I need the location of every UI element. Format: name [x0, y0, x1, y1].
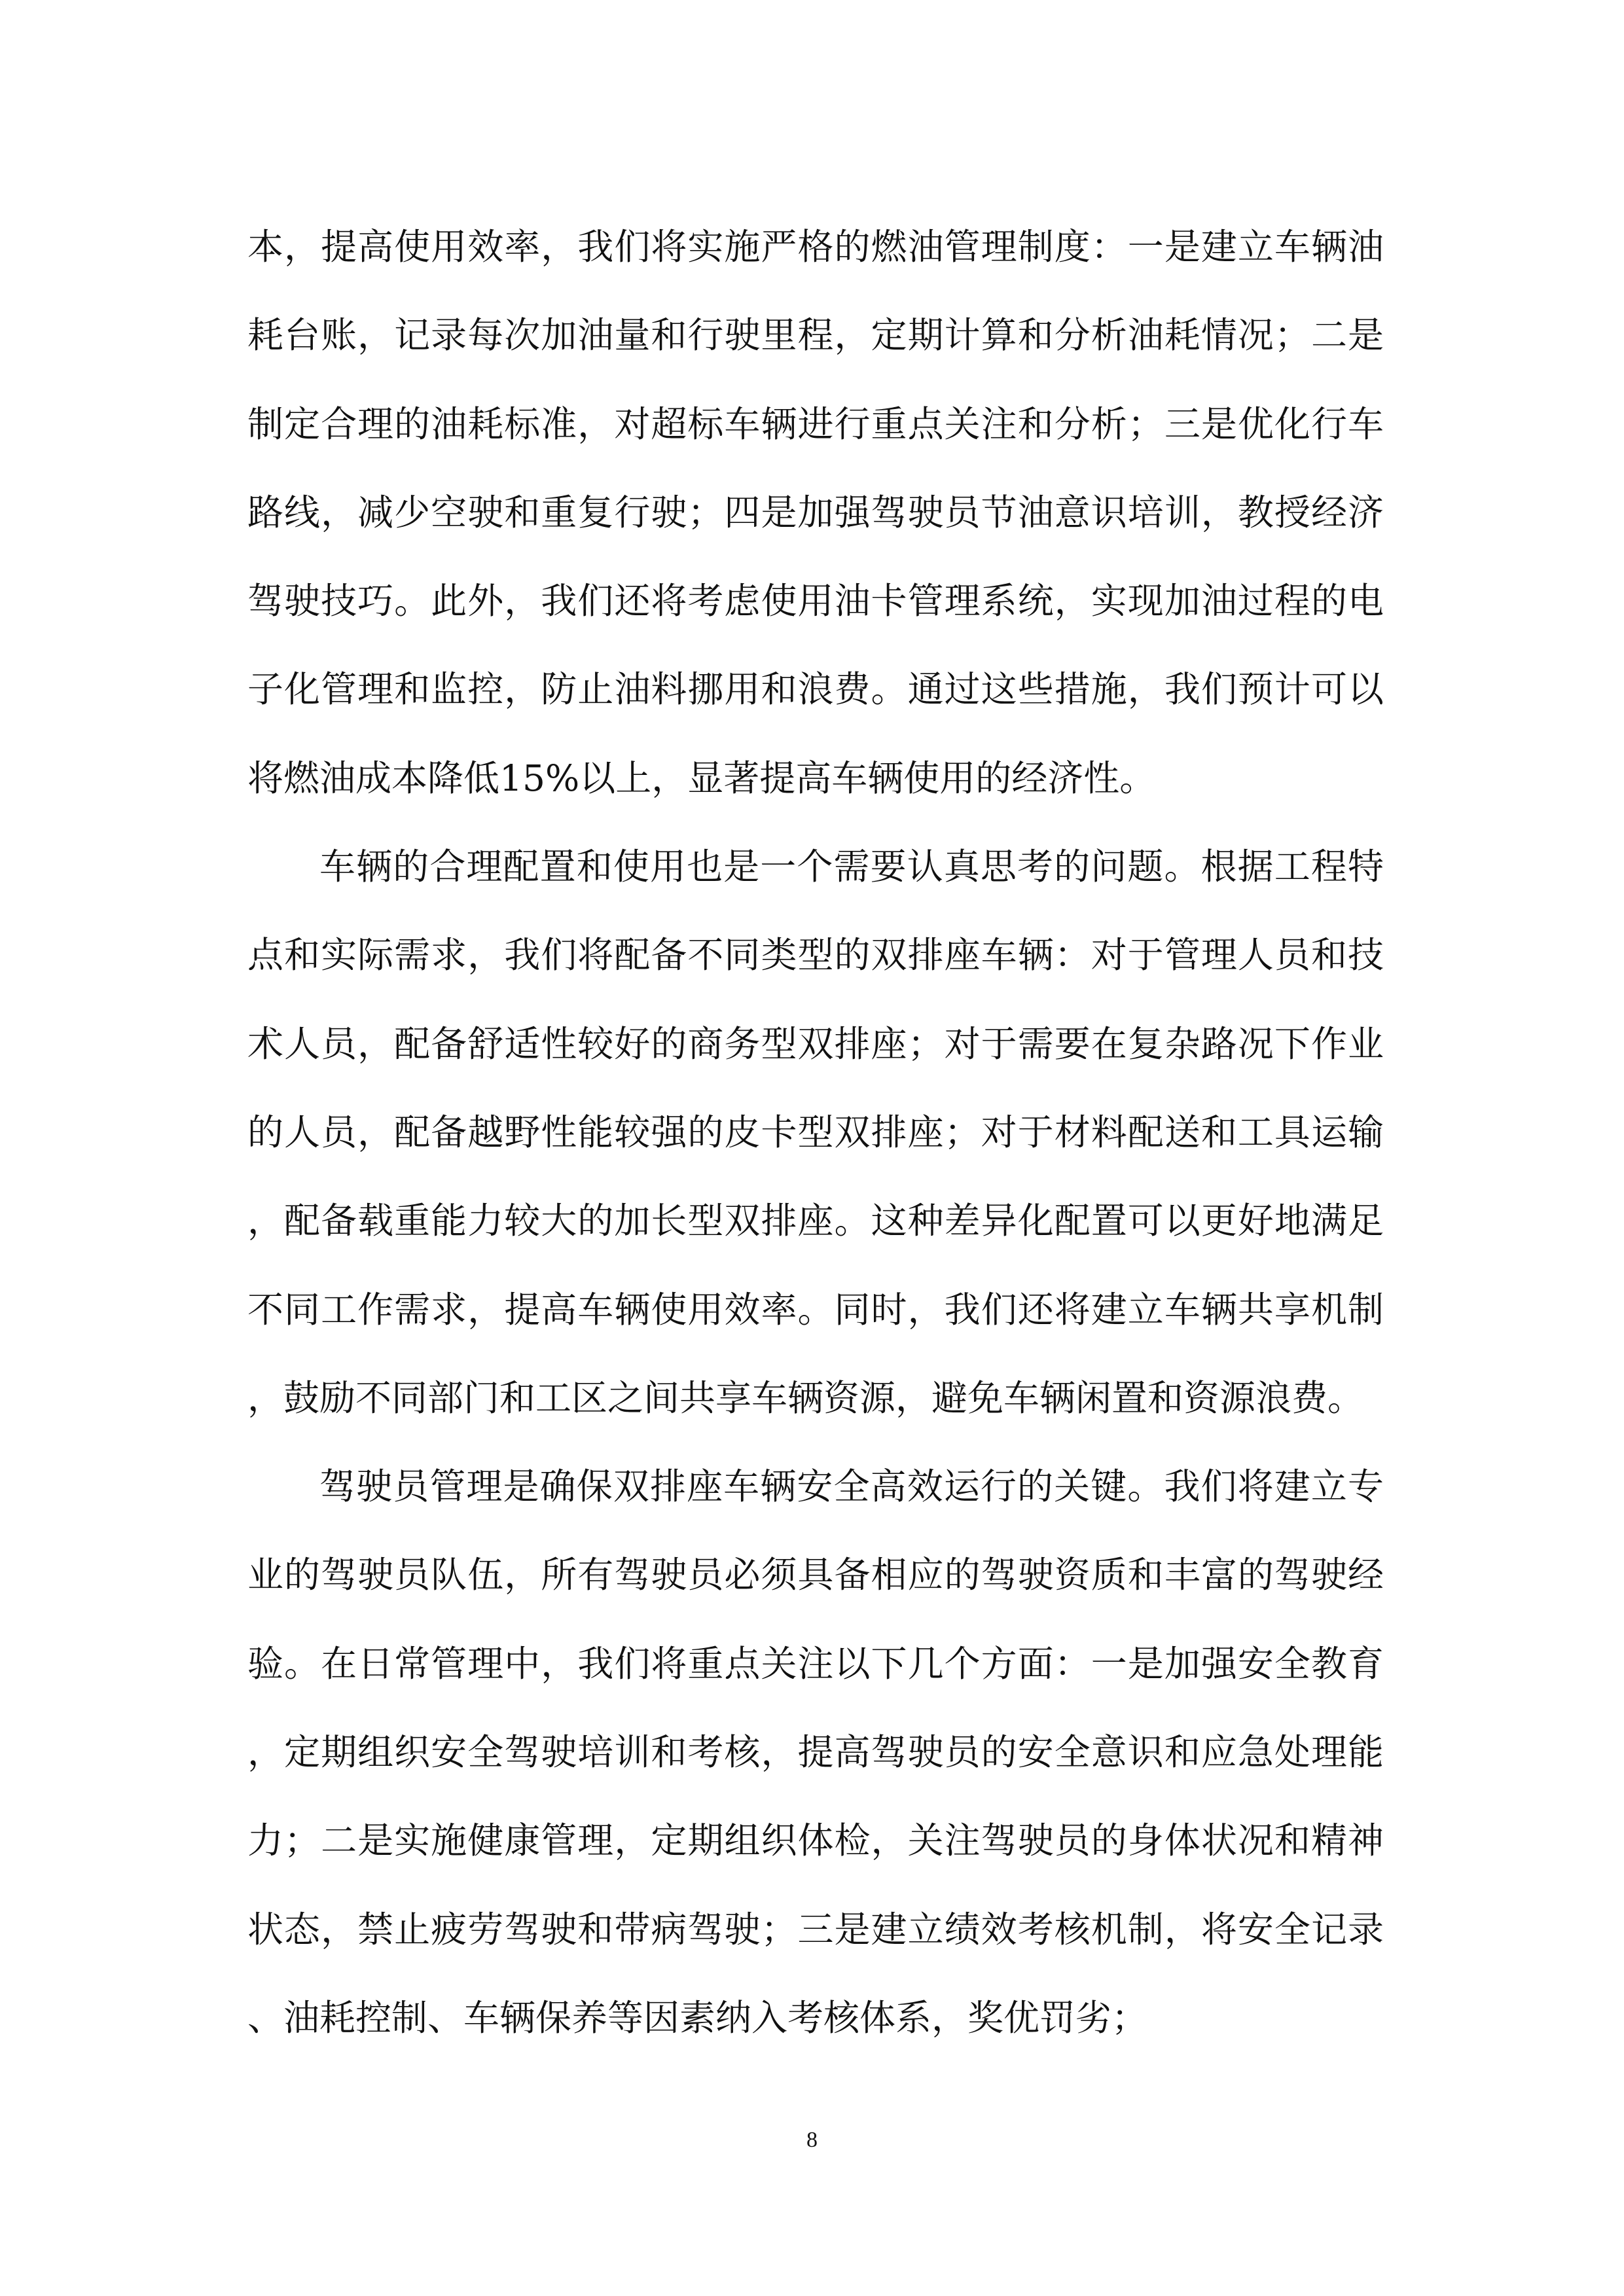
- body-text: [247, 203, 1384, 2062]
- paragraph-driver-management: 驾驶员管理是确保双排座车辆安全高效运行的关键。我们将建立专业的驾驶员队伍，所有驾驶员必须具备相应的驾驶资质和丰富的驾驶经验。在日常管理中，我们将重点关注以下几个方面：一是加强安全教育，定期组织安全驾驶培训和考核，提高驾驶员的安全意识和应急处理能力；二是实施健康管理，定期组织体检，关注驾驶员的身体状况和精神状态，禁止疲劳驾驶和带病驾驶；三是建立绩效考核机制，将安全记录、油耗控制、车辆保养等因素纳入考核体系，奖优罚劣；: [247, 1465, 1384, 2039]
- page-number: 8: [806, 2128, 818, 2152]
- paragraph-vehicle-allocation: 车辆的合理配置和使用也是一个需要认真思考的问题。根据工程特点和实际需求，我们将配备不同类型的双排座车辆：对于管理人员和技术人员，配备舒适性较好的商务型双排座；对于需要在复杂路况下作业的人员，配备越野性能较强的皮卡型双排座；对于材料配送和工具运输，配备载重能力较大的加长型双排座。这种差异化配置可以更好地满足不同工作需求，提高车辆使用效率。同时，我们还将建立车辆共享机制，鼓励不同部门和工区之间共享车辆资源，避免车辆闲置和资源浪费。: [247, 846, 1384, 1419]
- paragraph-fuel-management: 本，提高使用效率，我们将实施严格的燃油管理制度：一是建立车辆油耗台账，记录每次加油量和行驶里程，定期计算和分析油耗情况；二是制定合理的油耗标准，对超标车辆进行重点关注和分析；三是优化行车路线，减少空驶和重复行驶；四是加强驾驶员节油意识培训，教授经济驾驶技巧。此外，我们还将考虑使用油卡管理系统，实现加油过程的电子化管理和监控，防止油料挪用和浪费。通过这些措施，我们预计可以将燃油成本降低15%以上，显著提高车辆使用的经济性。: [247, 226, 1384, 799]
